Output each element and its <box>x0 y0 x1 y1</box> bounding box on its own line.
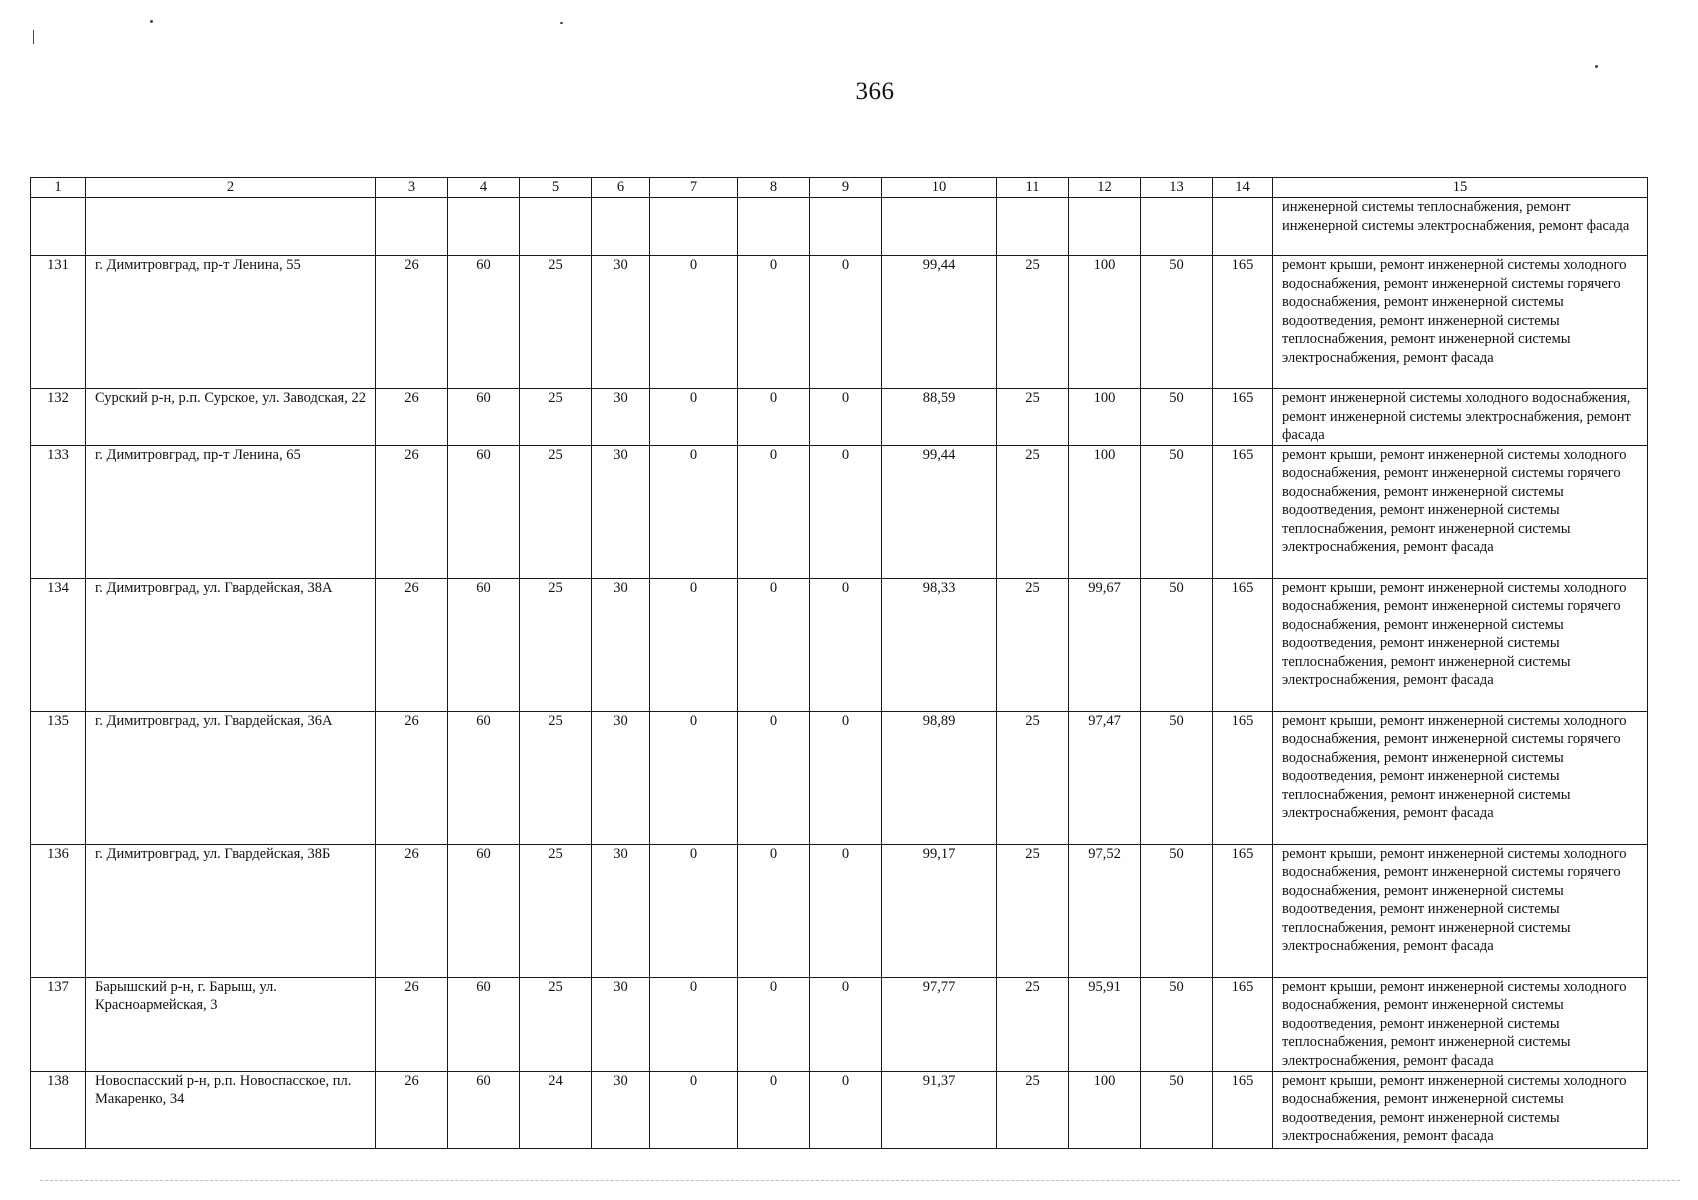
value-cell: 50 <box>1141 977 1213 1071</box>
value-cell: 50 <box>1141 844 1213 977</box>
value-cell: 25 <box>520 256 592 389</box>
value-cell: 30 <box>592 844 650 977</box>
value-cell: 30 <box>592 711 650 844</box>
value-cell: 25 <box>520 445 592 578</box>
table-cell <box>520 198 592 256</box>
value-cell: 0 <box>650 1071 738 1148</box>
value-cell: 25 <box>520 977 592 1071</box>
address-cell: Новоспасский р-н, р.п. Новоспасское, пл. Макаренко, 34 <box>86 1071 376 1148</box>
value-cell: 25 <box>520 844 592 977</box>
value-cell: 26 <box>376 256 448 389</box>
value-cell: 0 <box>738 445 810 578</box>
value-cell: 91,37 <box>882 1071 997 1148</box>
address-cell: г. Димитровград, ул. Гвардейская, 38А <box>86 578 376 711</box>
value-cell: 0 <box>650 977 738 1071</box>
continuation-row <box>31 198 1648 256</box>
table-body <box>31 178 1648 1149</box>
value-cell: 88,59 <box>882 389 997 446</box>
value-cell: 165 <box>1213 578 1273 711</box>
value-cell: 165 <box>1213 977 1273 1071</box>
value-cell: 25 <box>520 389 592 446</box>
table-row <box>31 977 1648 1071</box>
table-row <box>31 711 1648 844</box>
row-number-cell: 137 <box>31 977 86 1071</box>
value-cell: 0 <box>650 711 738 844</box>
value-cell: 0 <box>650 256 738 389</box>
table-row <box>31 445 1648 578</box>
scan-speck <box>1595 65 1598 68</box>
works-cell: ремонт крыши, ремонт инженерной системы холодного водоснабжения, ремонт инженерной системы горячего водоснабжения, ремонт инженерной системы водоотведения, ремонт инженерной системы теплоснабжения, ремонт инженерной системы электроснабжения, ремонт фасада <box>1273 711 1648 844</box>
header-cell: 13 <box>1141 178 1213 198</box>
value-cell: 0 <box>810 256 882 389</box>
value-cell: 165 <box>1213 711 1273 844</box>
table-cell <box>86 198 376 256</box>
table-row <box>31 389 1648 446</box>
value-cell: 30 <box>592 977 650 1071</box>
works-cell: ремонт крыши, ремонт инженерной системы холодного водоснабжения, ремонт инженерной системы горячего водоснабжения, ремонт инженерной системы водоотведения, ремонт инженерной системы теплоснабжения, ремонт инженерной системы электроснабжения, ремонт фасада <box>1273 256 1648 389</box>
scan-artifact-line <box>40 1180 1680 1181</box>
value-cell: 0 <box>738 844 810 977</box>
register-table <box>30 177 1648 1149</box>
table-row <box>31 1071 1648 1148</box>
address-cell: г. Димитровград, пр-т Ленина, 55 <box>86 256 376 389</box>
value-cell: 25 <box>997 1071 1069 1148</box>
value-cell: 165 <box>1213 256 1273 389</box>
value-cell: 25 <box>997 977 1069 1071</box>
table-cell <box>1213 198 1273 256</box>
value-cell: 60 <box>448 844 520 977</box>
value-cell: 60 <box>448 389 520 446</box>
value-cell: 50 <box>1141 578 1213 711</box>
header-cell: 15 <box>1273 178 1648 198</box>
table-cell <box>1069 198 1141 256</box>
address-cell: г. Димитровград, ул. Гвардейская, 36А <box>86 711 376 844</box>
value-cell: 25 <box>997 711 1069 844</box>
value-cell: 25 <box>997 844 1069 977</box>
row-number-cell: 136 <box>31 844 86 977</box>
value-cell: 99,17 <box>882 844 997 977</box>
value-cell: 25 <box>520 711 592 844</box>
header-cell: 7 <box>650 178 738 198</box>
value-cell: 98,33 <box>882 578 997 711</box>
scan-speck <box>560 22 563 24</box>
works-cell: ремонт крыши, ремонт инженерной системы холодного водоснабжения, ремонт инженерной системы водоотведения, ремонт инженерной системы электроснабжения, ремонт фасада <box>1273 1071 1648 1148</box>
value-cell: 165 <box>1213 445 1273 578</box>
value-cell: 0 <box>738 977 810 1071</box>
value-cell: 97,77 <box>882 977 997 1071</box>
value-cell: 60 <box>448 578 520 711</box>
table-cell <box>738 198 810 256</box>
value-cell: 26 <box>376 389 448 446</box>
works-cell: ремонт крыши, ремонт инженерной системы холодного водоснабжения, ремонт инженерной системы водоотведения, ремонт инженерной системы теплоснабжения, ремонт инженерной системы электроснабжения, ремонт фасада <box>1273 977 1648 1071</box>
row-number-cell: 138 <box>31 1071 86 1148</box>
value-cell: 26 <box>376 711 448 844</box>
table-cell <box>448 198 520 256</box>
value-cell: 0 <box>738 389 810 446</box>
address-cell: Сурский р-н, р.п. Сурское, ул. Заводская, 22 <box>86 389 376 446</box>
value-cell: 25 <box>997 578 1069 711</box>
address-cell: г. Димитровград, ул. Гвардейская, 38Б <box>86 844 376 977</box>
register-table-wrapper <box>30 177 1648 1149</box>
value-cell: 97,47 <box>1069 711 1141 844</box>
works-cell: ремонт инженерной системы холодного водоснабжения, ремонт инженерной системы электроснабжения, ремонт фасада <box>1273 389 1648 446</box>
value-cell: 24 <box>520 1071 592 1148</box>
value-cell: 99,44 <box>882 256 997 389</box>
table-cell <box>592 198 650 256</box>
address-cell: г. Димитровград, пр-т Ленина, 65 <box>86 445 376 578</box>
scan-speck <box>150 20 153 23</box>
value-cell: 0 <box>738 1071 810 1148</box>
header-cell: 6 <box>592 178 650 198</box>
row-number-cell: 133 <box>31 445 86 578</box>
value-cell: 0 <box>650 578 738 711</box>
value-cell: 26 <box>376 977 448 1071</box>
page-number: 366 <box>855 78 895 105</box>
value-cell: 0 <box>810 1071 882 1148</box>
value-cell: 165 <box>1213 389 1273 446</box>
value-cell: 0 <box>810 389 882 446</box>
header-cell: 12 <box>1069 178 1141 198</box>
row-number-cell: 135 <box>31 711 86 844</box>
value-cell: 30 <box>592 1071 650 1148</box>
works-cell: ремонт крыши, ремонт инженерной системы холодного водоснабжения, ремонт инженерной системы горячего водоснабжения, ремонт инженерной системы водоотведения, ремонт инженерной системы теплоснабжения, ремонт инженерной системы электроснабжения, ремонт фасада <box>1273 844 1648 977</box>
value-cell: 60 <box>448 1071 520 1148</box>
value-cell: 0 <box>738 578 810 711</box>
table-cell <box>31 198 86 256</box>
value-cell: 99,67 <box>1069 578 1141 711</box>
value-cell: 0 <box>738 256 810 389</box>
value-cell: 60 <box>448 711 520 844</box>
value-cell: 98,89 <box>882 711 997 844</box>
value-cell: 60 <box>448 256 520 389</box>
row-number-cell: 132 <box>31 389 86 446</box>
value-cell: 100 <box>1069 256 1141 389</box>
header-cell: 11 <box>997 178 1069 198</box>
value-cell: 100 <box>1069 445 1141 578</box>
value-cell: 50 <box>1141 1071 1213 1148</box>
value-cell: 26 <box>376 1071 448 1148</box>
value-cell: 25 <box>520 578 592 711</box>
value-cell: 165 <box>1213 844 1273 977</box>
value-cell: 0 <box>810 844 882 977</box>
value-cell: 30 <box>592 389 650 446</box>
scan-speck <box>33 30 34 44</box>
value-cell: 26 <box>376 844 448 977</box>
value-cell: 26 <box>376 445 448 578</box>
value-cell: 97,52 <box>1069 844 1141 977</box>
value-cell: 0 <box>810 445 882 578</box>
value-cell: 30 <box>592 445 650 578</box>
header-cell: 4 <box>448 178 520 198</box>
table-cell <box>1141 198 1213 256</box>
value-cell: 30 <box>592 256 650 389</box>
value-cell: 95,91 <box>1069 977 1141 1071</box>
table-cell <box>882 198 997 256</box>
table-row <box>31 578 1648 711</box>
header-cell: 2 <box>86 178 376 198</box>
value-cell: 165 <box>1213 1071 1273 1148</box>
row-number-cell: 134 <box>31 578 86 711</box>
table-row <box>31 256 1648 389</box>
header-cell: 10 <box>882 178 997 198</box>
table-row <box>31 844 1648 977</box>
header-cell: 1 <box>31 178 86 198</box>
value-cell: 25 <box>997 389 1069 446</box>
value-cell: 50 <box>1141 256 1213 389</box>
table-cell <box>997 198 1069 256</box>
value-cell: 0 <box>810 977 882 1071</box>
works-cell: инженерной системы теплоснабжения, ремонт инженерной системы электроснабжения, ремонт фасада <box>1273 198 1648 256</box>
header-cell: 5 <box>520 178 592 198</box>
works-cell: ремонт крыши, ремонт инженерной системы холодного водоснабжения, ремонт инженерной системы горячего водоснабжения, ремонт инженерной системы водоотведения, ремонт инженерной системы теплоснабжения, ремонт инженерной системы электроснабжения, ремонт фасада <box>1273 578 1648 711</box>
value-cell: 60 <box>448 445 520 578</box>
value-cell: 50 <box>1141 389 1213 446</box>
table-cell <box>650 198 738 256</box>
address-cell: Барышский р-н, г. Барыш, ул. Красноармейская, 3 <box>86 977 376 1071</box>
works-cell: ремонт крыши, ремонт инженерной системы холодного водоснабжения, ремонт инженерной системы горячего водоснабжения, ремонт инженерной системы водоотведения, ремонт инженерной системы теплоснабжения, ремонт инженерной системы электроснабжения, ремонт фасада <box>1273 445 1648 578</box>
value-cell: 50 <box>1141 711 1213 844</box>
value-cell: 0 <box>650 389 738 446</box>
value-cell: 0 <box>650 844 738 977</box>
value-cell: 99,44 <box>882 445 997 578</box>
value-cell: 0 <box>810 578 882 711</box>
value-cell: 25 <box>997 445 1069 578</box>
header-cell: 8 <box>738 178 810 198</box>
value-cell: 0 <box>810 711 882 844</box>
value-cell: 100 <box>1069 1071 1141 1148</box>
header-row <box>31 178 1648 198</box>
value-cell: 60 <box>448 977 520 1071</box>
header-cell: 9 <box>810 178 882 198</box>
value-cell: 100 <box>1069 389 1141 446</box>
value-cell: 0 <box>738 711 810 844</box>
value-cell: 0 <box>650 445 738 578</box>
value-cell: 26 <box>376 578 448 711</box>
table-cell <box>810 198 882 256</box>
value-cell: 25 <box>997 256 1069 389</box>
table-cell <box>376 198 448 256</box>
value-cell: 30 <box>592 578 650 711</box>
header-cell: 3 <box>376 178 448 198</box>
row-number-cell: 131 <box>31 256 86 389</box>
header-cell: 14 <box>1213 178 1273 198</box>
value-cell: 50 <box>1141 445 1213 578</box>
